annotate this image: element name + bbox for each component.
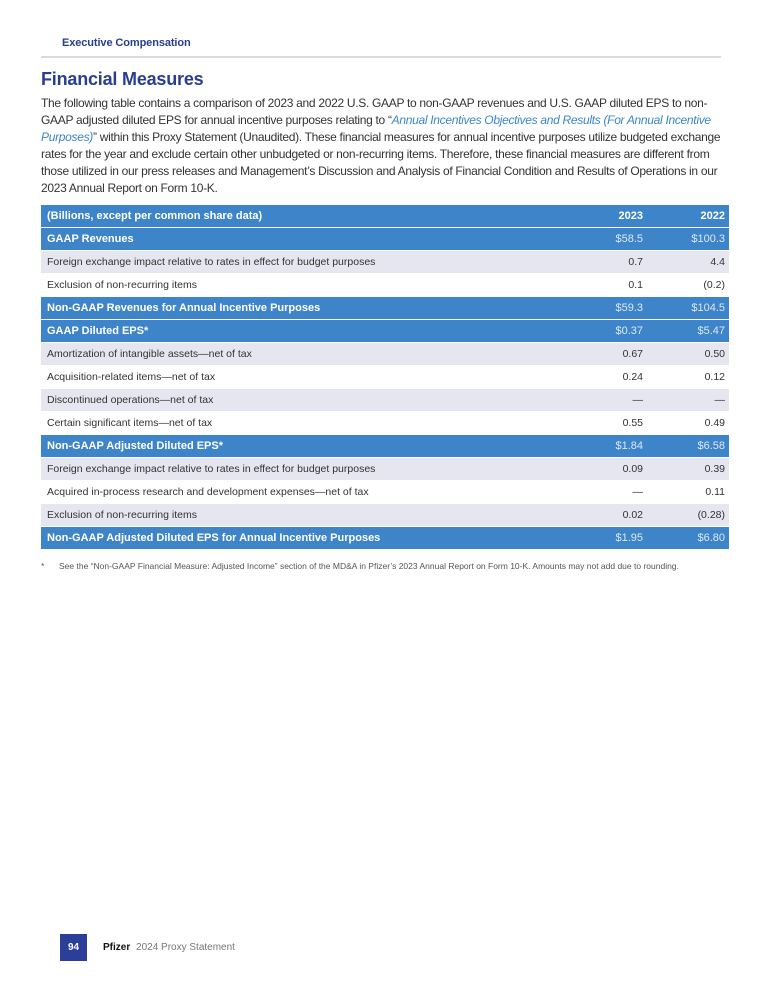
value-2023: — xyxy=(567,481,649,504)
row-label: Non-GAAP Adjusted Diluted EPS for Annual Incentive Purposes xyxy=(41,527,567,550)
value-2022: $6.80 xyxy=(649,527,729,550)
table-row xyxy=(41,343,729,366)
intro-text-part1: The following table contains a comparison of 2023 and 2022 U.S. GAAP to non-GAAP revenues and U.S. GAAP diluted EPS to non-GAAP adjusted diluted EPS for annual incentive purposes relating to “ xyxy=(41,96,708,127)
intro-text-part2: ” within this Proxy Statement (Unaudited). These financial measures for annual incentive purposes utilize budgeted exchange rates for the year and exclude certain other unbudgeted or non-recurring items. Therefore, these financial measures are different from those utilized in our press releases and Management’s Discussion and Analysis of Financial Condition and Results of Operations in our 2023 Annual Report on Form 10-K. xyxy=(41,130,721,195)
table-row xyxy=(41,527,729,550)
row-label: Acquisition-related items—net of tax xyxy=(41,366,567,389)
table-row xyxy=(41,389,729,412)
footnote-text: See the “Non-GAAP Financial Measure: Adjusted Income” section of the MD&A in Pfizer’s 2023 Annual Report on Form 10-K. Amounts may not add due to rounding. xyxy=(59,561,679,571)
footer-doc-title: 2024 Proxy Statement xyxy=(136,942,235,953)
row-label: Foreign exchange impact relative to rates in effect for budget purposes xyxy=(41,251,567,274)
column-header-2023: 2023 xyxy=(567,205,649,228)
row-label: Certain significant items—net of tax xyxy=(41,412,567,435)
value-2023: $59.3 xyxy=(567,297,649,320)
value-2022: $6.58 xyxy=(649,435,729,458)
row-label: Exclusion of non-recurring items xyxy=(41,504,567,527)
page-title: Financial Measures xyxy=(41,69,204,89)
value-2023: 0.24 xyxy=(567,366,649,389)
table-row xyxy=(41,504,729,527)
value-2022: 0.12 xyxy=(649,366,729,389)
section-header: Executive Compensation xyxy=(62,37,191,49)
value-2022: $104.5 xyxy=(649,297,729,320)
row-label: GAAP Revenues xyxy=(41,228,567,251)
table-row xyxy=(41,228,729,251)
table-row xyxy=(41,481,729,504)
intro-paragraph xyxy=(41,95,729,197)
row-label: Amortization of intangible assets—net of tax xyxy=(41,343,567,366)
row-label: Acquired in-process research and development expenses—net of tax xyxy=(41,481,567,504)
page-number-badge: 94 xyxy=(60,934,87,961)
value-2023: 0.02 xyxy=(567,504,649,527)
value-2022: 0.50 xyxy=(649,343,729,366)
column-header-2022: 2022 xyxy=(649,205,729,228)
footer-title xyxy=(103,941,235,954)
row-label: Non-GAAP Revenues for Annual Incentive Purposes xyxy=(41,297,567,320)
table-row xyxy=(41,458,729,481)
value-2022: — xyxy=(649,389,729,412)
value-2023: — xyxy=(567,389,649,412)
value-2022: 0.11 xyxy=(649,481,729,504)
table-header-row xyxy=(41,205,729,228)
value-2023: $58.5 xyxy=(567,228,649,251)
footnote xyxy=(41,560,721,573)
table-row xyxy=(41,251,729,274)
table-row xyxy=(41,297,729,320)
footer-brand: Pfizer xyxy=(103,942,131,953)
value-2023: $1.84 xyxy=(567,435,649,458)
table-row xyxy=(41,274,729,297)
value-2022: $100.3 xyxy=(649,228,729,251)
value-2023: $0.37 xyxy=(567,320,649,343)
row-label: GAAP Diluted EPS* xyxy=(41,320,567,343)
value-2022: (0.2) xyxy=(649,274,729,297)
column-header-description: (Billions, except per common share data) xyxy=(41,205,567,228)
financial-measures-table xyxy=(41,205,729,550)
value-2022: 4.4 xyxy=(649,251,729,274)
table-row xyxy=(41,320,729,343)
row-label: Discontinued operations—net of tax xyxy=(41,389,567,412)
header-divider xyxy=(41,56,721,58)
value-2022: (0.28) xyxy=(649,504,729,527)
row-label: Foreign exchange impact relative to rates in effect for budget purposes xyxy=(41,458,567,481)
value-2023: 0.55 xyxy=(567,412,649,435)
value-2023: 0.7 xyxy=(567,251,649,274)
value-2022: $5.47 xyxy=(649,320,729,343)
row-label: Exclusion of non-recurring items xyxy=(41,274,567,297)
table-row xyxy=(41,412,729,435)
footnote-mark: * xyxy=(41,561,45,571)
value-2023: 0.09 xyxy=(567,458,649,481)
value-2023: 0.1 xyxy=(567,274,649,297)
table-body xyxy=(41,228,729,550)
main-content xyxy=(41,36,729,573)
table-row xyxy=(41,435,729,458)
annual-incentives-link[interactable]: Annual Incentives Objectives and Results (For Annual Incentive Purposes) xyxy=(41,113,711,144)
value-2022: 0.39 xyxy=(649,458,729,481)
value-2023: $1.95 xyxy=(567,527,649,550)
row-label: Non-GAAP Adjusted Diluted EPS* xyxy=(41,435,567,458)
value-2023: 0.67 xyxy=(567,343,649,366)
table-row xyxy=(41,366,729,389)
value-2022: 0.49 xyxy=(649,412,729,435)
